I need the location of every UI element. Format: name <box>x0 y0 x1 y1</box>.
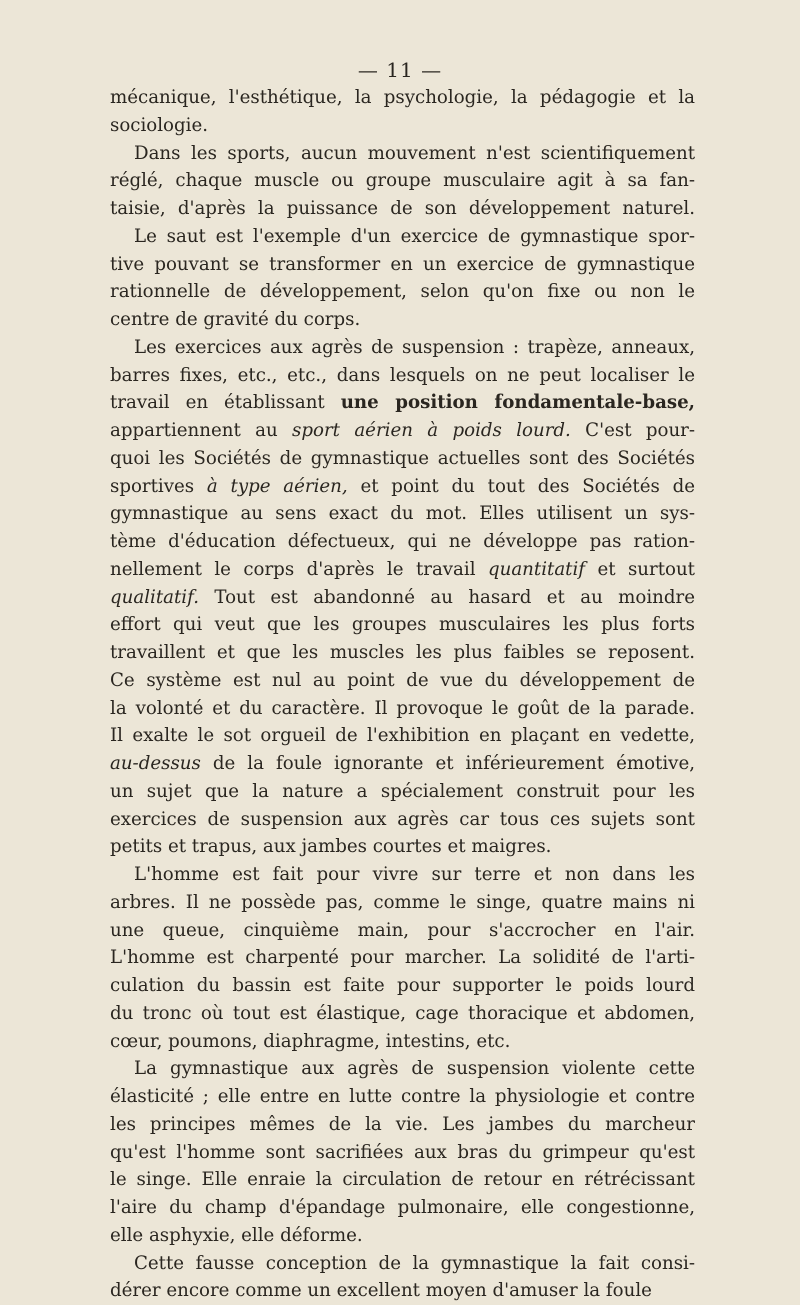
text-segment: Les exercices aux agrès de suspension : trapèze, anneaux, <box>134 336 695 358</box>
text-line <box>110 1250 695 1278</box>
text-segment: qualitatif. <box>110 586 199 608</box>
text-segment: quantitatif <box>487 558 586 580</box>
text-line <box>110 861 695 889</box>
text-line <box>110 833 695 861</box>
text-segment: tème d'éducation défectueux, qui ne développe pas ration- <box>110 531 695 552</box>
text-segment: de la foule ignorante et inférieurement émotive, <box>200 753 695 774</box>
text-line <box>110 528 695 556</box>
text-segment: centre de gravité du corps. <box>110 309 361 330</box>
text-segment: et point du tout des Sociétés de <box>347 475 695 497</box>
text-segment: effort qui veut que les groupes musculaires les plus forts <box>110 614 695 636</box>
text-segment: un sujet que la nature a spécialement construit pour les <box>110 780 695 802</box>
text-segment: Le saut est l'exemple d'un exercice de gymnastique spor- <box>134 225 695 247</box>
text-line <box>110 1139 695 1167</box>
text-line <box>110 334 695 362</box>
text-line <box>110 417 695 445</box>
text-segment: Dans les sports, aucun mouvement n'est scientifiquement <box>134 142 695 164</box>
text-segment: appartiennent au <box>110 420 293 441</box>
text-segment: à type aérien, <box>206 475 348 497</box>
text-line <box>110 1028 695 1056</box>
text-segment: une position fondamentale-base, <box>340 392 695 414</box>
text-line <box>110 584 695 612</box>
text-segment: L'homme est charpenté pour marcher. La solidité de l'arti- <box>110 947 695 969</box>
text-segment: mécanique, l'esthétique, la psychologie, la pédagogie et la <box>110 87 695 108</box>
text-segment: La gymnastique aux agrès de suspension violente cette <box>134 1058 695 1080</box>
text-segment: le singe. Elle enraie la circulation de retour en rétrécissant <box>110 1169 695 1191</box>
text-segment: élasticité ; elle entre en lutte contre la physiologie et contre <box>110 1086 695 1107</box>
text-segment: quoi les Sociétés de gymnastique actuelles sont des Sociétés <box>110 447 695 469</box>
text-line <box>110 556 695 584</box>
text-segment: barres fixes, etc., etc., dans lesquels on ne peut localiser le <box>110 364 695 386</box>
text-line <box>110 500 695 528</box>
text-segment: la volonté et du caractère. Il provoque le goût de la parade. <box>110 697 695 719</box>
text-line <box>110 1055 695 1083</box>
text-segment: tive pouvant se transformer en un exercice de gymnastique <box>110 253 695 275</box>
text-segment: au-dessus <box>110 753 201 774</box>
text-segment: C'est pour- <box>570 420 696 441</box>
text-line <box>110 1111 695 1139</box>
text-line <box>110 972 695 1000</box>
text-segment: arbres. Il ne possède pas, comme le singe, quatre mains ni <box>110 891 695 913</box>
text-line <box>110 611 695 639</box>
text-segment: les principes mêmes de la vie. Les jambes du marcheur <box>110 1113 695 1135</box>
text-line <box>110 140 695 168</box>
text-segment: réglé, chaque muscle ou groupe musculaire agit à sa fan- <box>110 170 695 192</box>
text-segment: L'homme est fait pour vivre sur terre et non dans les <box>134 864 695 885</box>
text-segment: travaillent et que les muscles les plus faibles se reposent. <box>110 642 695 663</box>
text-segment: sportives <box>110 475 207 497</box>
text-line <box>110 1000 695 1028</box>
text-line <box>110 917 695 945</box>
text-segment: exercices de suspension aux agrès car tous ces sujets sont <box>110 808 695 830</box>
text-line <box>110 778 695 806</box>
text-line <box>110 1222 695 1250</box>
text-line <box>110 695 695 723</box>
text-line <box>110 278 695 306</box>
text-segment: gymnastique au sens exact du mot. Elles utilisent un sys- <box>110 503 695 525</box>
text-line <box>110 389 695 417</box>
text-segment: culation du bassin est faite pour supporter le poids lourd <box>110 975 695 996</box>
text-line <box>110 362 695 390</box>
text-line <box>110 473 695 501</box>
text-segment: nellement le corps d'après le travail <box>110 558 488 580</box>
text-line <box>110 1083 695 1111</box>
text-line <box>110 167 695 195</box>
text-segment: elle asphyxie, elle déforme. <box>110 1224 363 1246</box>
text-line <box>110 1277 695 1305</box>
text-segment: sport aérien à poids lourd. <box>292 420 571 441</box>
text-segment: Il exalte le sot orgueil de l'exhibition en plaçant en vedette, <box>110 725 695 747</box>
text-line <box>110 251 695 279</box>
text-segment: Ce système est nul au point de vue du développement de <box>110 669 695 691</box>
text-line <box>110 306 695 334</box>
text-segment: l'aire du champ d'épandage pulmonaire, elle congestionne, <box>110 1197 695 1218</box>
body-text <box>110 84 695 1305</box>
text-segment: travail en établissant <box>110 392 341 414</box>
text-line <box>110 889 695 917</box>
text-segment: rationnelle de développement, selon qu'on fixe ou non le <box>110 281 695 303</box>
text-line <box>110 445 695 473</box>
text-segment: une queue, cinquième main, pour s'accrocher en l'air. <box>110 919 695 941</box>
text-segment: du tronc où tout est élastique, cage thoracique et abdomen, <box>110 1002 695 1024</box>
text-line <box>110 84 695 112</box>
text-line <box>110 944 695 972</box>
text-line <box>110 750 695 778</box>
text-line <box>110 639 695 667</box>
text-segment: taisie, d'après la puissance de son développement naturel. <box>110 198 695 219</box>
text-segment: sociologie. <box>110 114 209 136</box>
text-line <box>110 195 695 223</box>
text-line <box>110 722 695 750</box>
text-line <box>110 112 695 140</box>
text-line <box>110 667 695 695</box>
text-line <box>110 1166 695 1194</box>
text-line <box>110 223 695 251</box>
text-segment: Cette fausse conception de la gymnastique la fait consi- <box>134 1252 695 1274</box>
text-segment: et surtout <box>585 558 695 580</box>
text-segment: cœur, poumons, diaphragme, intestins, etc. <box>110 1030 511 1052</box>
text-segment: petits et trapus, aux jambes courtes et maigres. <box>110 836 552 858</box>
text-line <box>110 1194 695 1222</box>
page-number: — 11 — <box>357 58 443 82</box>
text-line <box>110 806 695 834</box>
text-segment: dérer encore comme un excellent moyen d'amuser la foule <box>110 1280 652 1302</box>
text-segment: qu'est l'homme sont sacrifiées aux bras du grimpeur qu'est <box>110 1141 695 1163</box>
text-segment: Tout est abandonné au hasard et au moindre <box>198 586 695 608</box>
